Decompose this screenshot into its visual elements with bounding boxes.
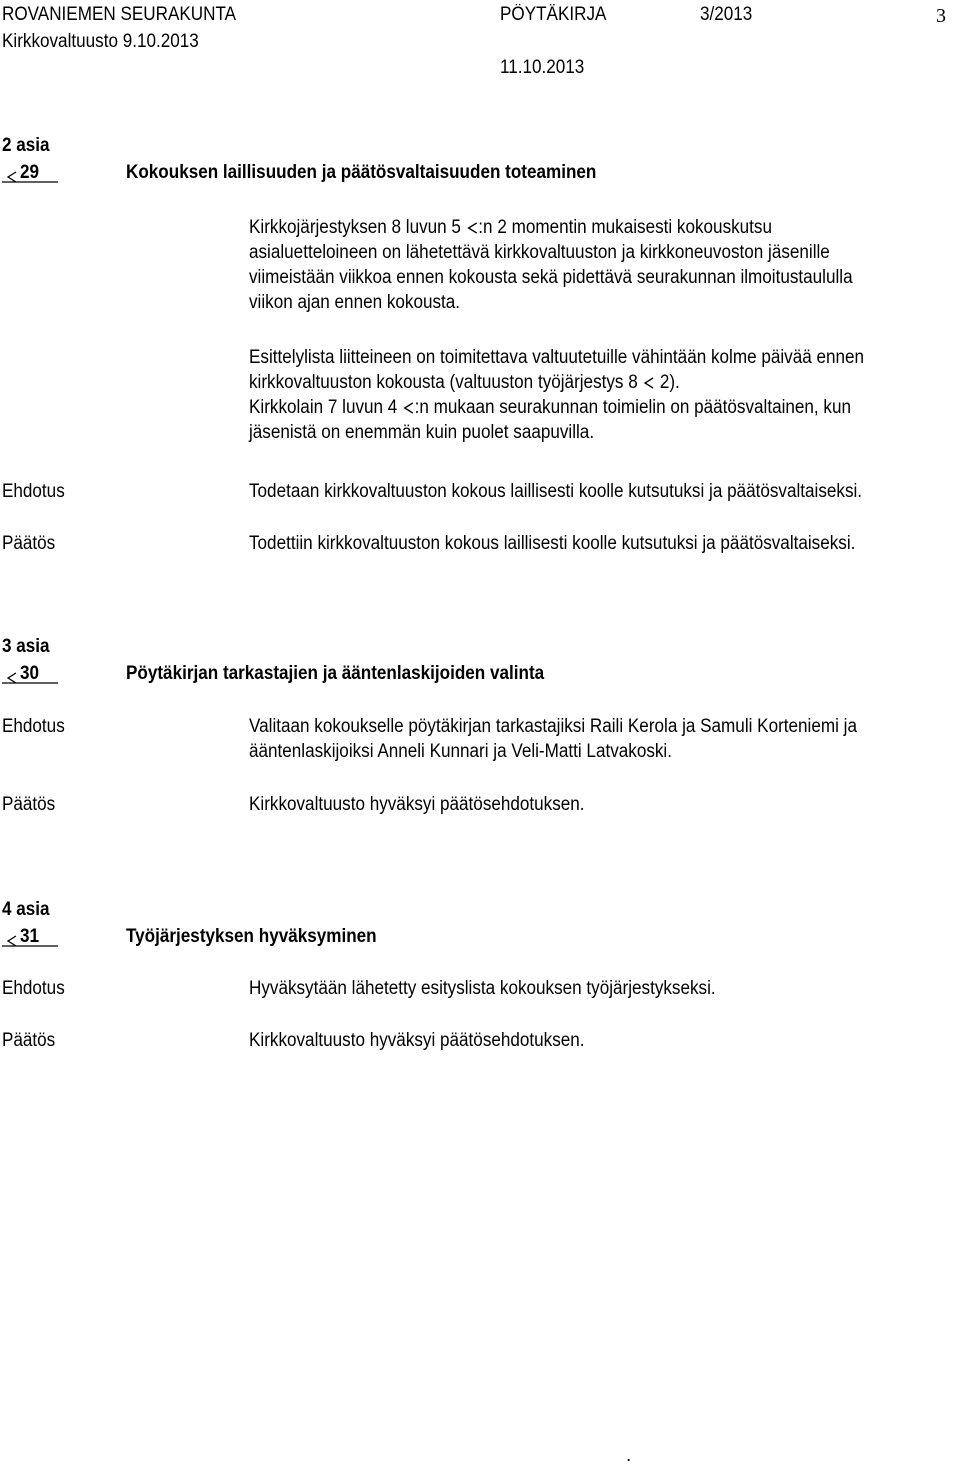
decision-text: Kirkkovaltuusto hyväksyi päätösehdotuksen. [249,794,585,815]
body-paragraph [249,345,949,445]
decision-label: Päätös [2,1030,56,1051]
text-run: 2). [659,372,680,393]
decision-label: Päätös [2,794,56,815]
proposal-text: Todetaan kirkkovaltuuston kokous laillisesti koolle kutsutuksi ja päätösvaltaiseksi. [249,481,863,502]
text-line: asialuetteloineen on lähetettävä kirkkovaltuuston ja kirkkoneuvoston jäsenille [249,242,830,263]
text-run: Kirkkolain 7 luvun 4 [249,397,398,418]
doc-type: PÖYTÄKIRJA [500,4,607,25]
section-title: Pöytäkirjan tarkastajien ja ääntenlaskijoiden valinta [126,663,545,684]
decision-label: Päätös [2,533,56,554]
footer-dot: . [626,1445,632,1466]
body-paragraph [249,215,949,315]
text-run: :n mukaan seurakunnan toimielin on päätösvaltainen, kun [414,397,851,418]
section-number: 29 [20,162,40,183]
section-asia-label: 3 asia [2,636,50,657]
page-number: 3 [936,5,946,27]
section-asia-label: 4 asia [2,899,50,920]
text-run: :n 2 momentin mukaisesti kokouskutsu [478,217,772,238]
proposal-label: Ehdotus [2,481,65,502]
section-sign-icon [402,401,415,415]
text-line: Valitaan kokoukselle pöytäkirjan tarkastajiksi Raili Kerola ja Samuli Korteniemi ja [249,716,857,737]
section-number: 31 [20,926,40,947]
text-line: viikon ajan ennen kokousta. [249,292,461,313]
org-name: ROVANIEMEN SEURAKUNTA [2,4,237,25]
text-line: Esittelylista liitteineen on toimitettava valtuutetuille vähintään kolme päivää ennen [249,347,865,368]
section-sign-icon [642,376,655,390]
section-title: Työjärjestyksen hyväksyminen [126,926,377,947]
proposal-text [249,714,949,764]
meeting-line: Kirkkovaltuusto 9.10.2013 [2,31,199,52]
publish-date: 11.10.2013 [500,57,585,78]
text-line: viimeistään viikkoa ennen kokousta sekä pidettävä seurakunnan ilmoitustaululla [249,267,853,288]
text-line: ääntenlaskijoiksi Anneli Kunnari ja Veli-Matti Latvakoski. [249,741,672,762]
section-sign-icon [466,221,479,235]
decision-text: Todettiin kirkkovaltuuston kokous laillisesti koolle kutsutuksi ja päätösvaltaiseksi. [249,533,856,554]
proposal-text: Hyväksytään lähetetty esityslista kokouksen työjärjestykseksi. [249,978,716,999]
text-line: jäsenistä on enemmän kuin puolet saapuvilla. [249,422,595,443]
text-run: kirkkovaltuuston kokousta (valtuuston työjärjestys 8 [249,372,638,393]
section-asia-label: 2 asia [2,135,50,156]
text-run: Kirkkojärjestyksen 8 luvun 5 [249,217,461,238]
decision-text: Kirkkovaltuusto hyväksyi päätösehdotuksen. [249,1030,585,1051]
proposal-label: Ehdotus [2,978,65,999]
doc-number: 3/2013 [700,4,753,25]
section-number: 30 [20,663,40,684]
section-title: Kokouksen laillisuuden ja päätösvaltaisuuden toteaminen [126,162,597,183]
proposal-label: Ehdotus [2,716,65,737]
